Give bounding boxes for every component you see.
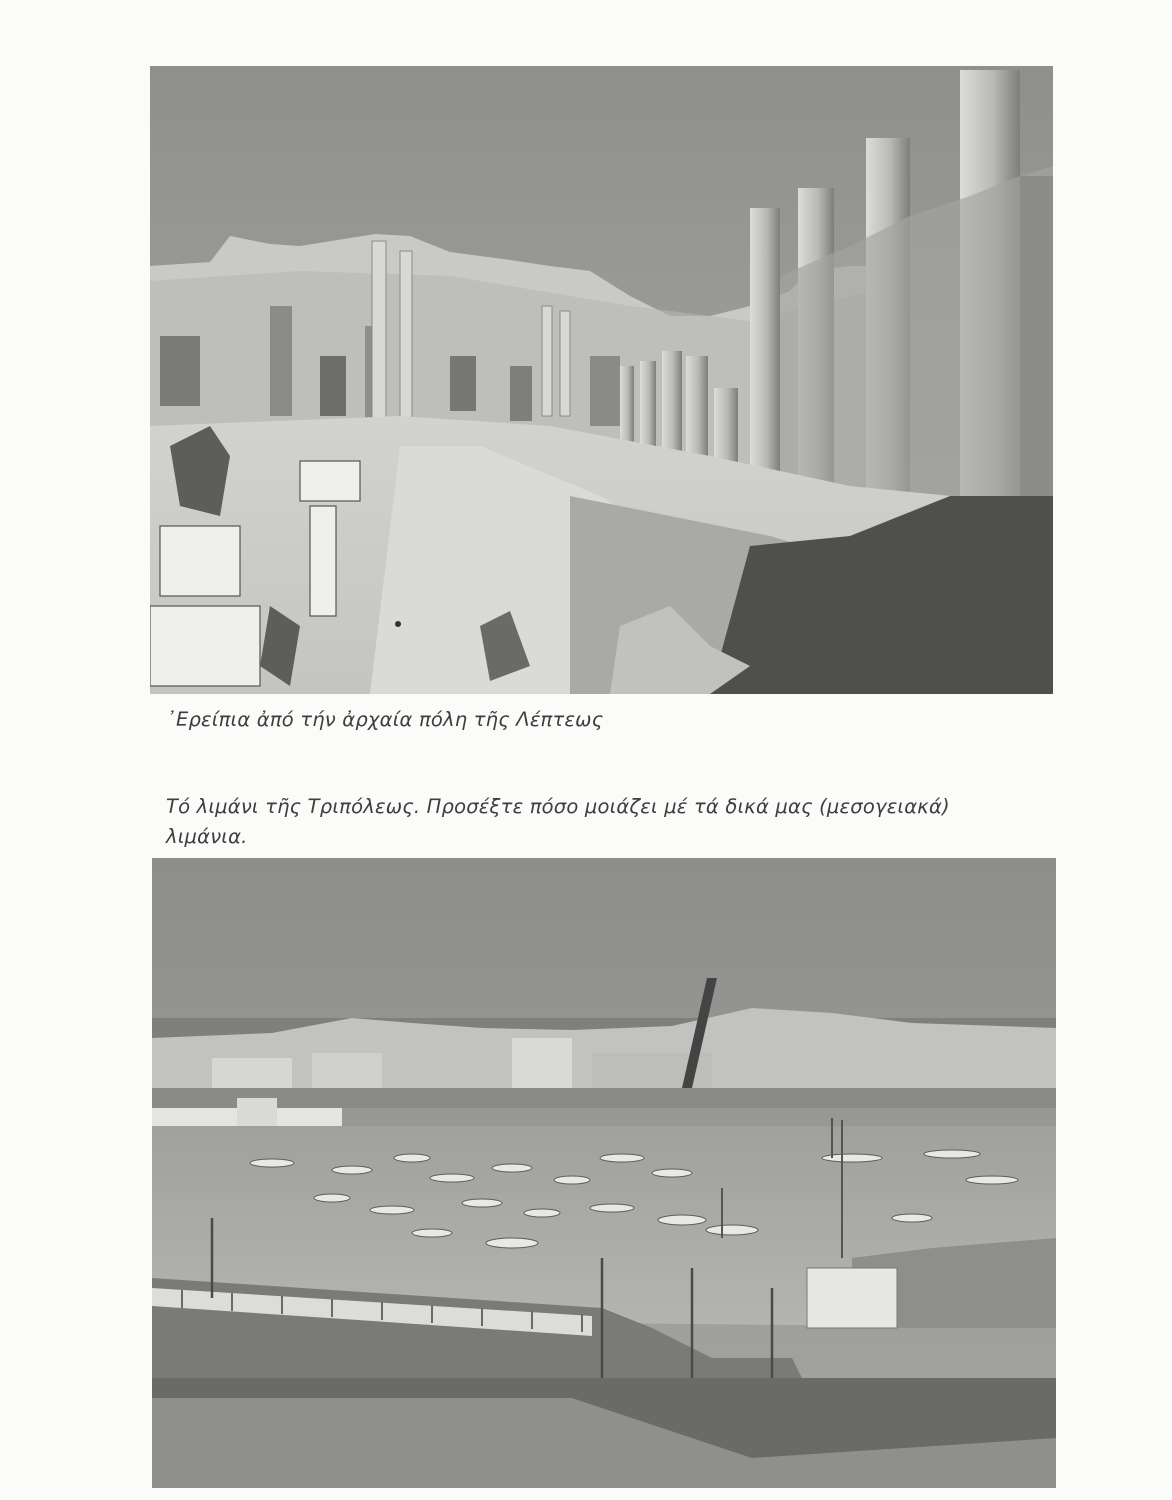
- harbor-caption-line-1: Τό λιμάνι τῆς Τριπόλεως. Προσέξτε πόσο μοιάζει μέ τά δικά μας (μεσογειακά): [166, 795, 950, 818]
- ruins-photo-image: [150, 66, 1053, 694]
- harbor-photo: [152, 858, 1056, 1488]
- harbor-caption-line-2: λιμάνια.: [166, 825, 248, 848]
- harbor-caption: [166, 792, 1046, 852]
- harbor-photo-image: [152, 858, 1056, 1488]
- ruins-photo: [150, 66, 1053, 694]
- ruins-caption: ᾿Ερείπια ἀπό τήν ἀρχαία πόλη τῆς Λέπτεως: [166, 708, 604, 731]
